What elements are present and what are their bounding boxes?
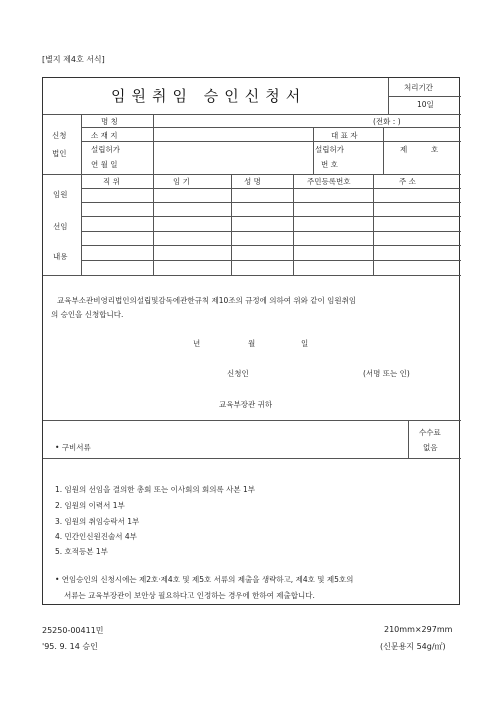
corporation-label: 법인 [52, 149, 67, 158]
column-name: 성 명 [244, 177, 261, 186]
representative-label: 대 표 자 [331, 131, 358, 140]
name-label: 명 칭 [101, 117, 118, 126]
statement-line-2: 의 승인을 신청합니다. [51, 310, 124, 319]
form-title: 임원취임 승인신청서 [111, 87, 307, 105]
document-item: 2. 임원의 이력서 1부 [55, 501, 125, 510]
applicant-label: 신청 [52, 131, 67, 140]
form-number: 25250-00411민 [42, 626, 104, 635]
permit-number-label: 설립허가 [315, 145, 344, 154]
details-label: 내용 [53, 252, 68, 261]
note-line-1: • 연임승인의 신청시에는 제2호·제4호 및 제5호 서류의 제출을 생략하고, 제4호 및 제5호의 [55, 575, 354, 584]
document-item: 4. 민간인신원진술서 4부 [55, 532, 137, 541]
form-code: [별지 제4호 서식] [42, 55, 105, 64]
document-item: 3. 임원의 취임승락서 1부 [55, 517, 140, 526]
address-label: 소 재 지 [91, 131, 118, 140]
addressee: 교육부장관 귀하 [219, 400, 273, 409]
permit-number-suffix: 호 [431, 145, 439, 154]
signature-note: (서명 또는 인) [363, 369, 410, 378]
statement-line-1: 교육부소관비영리법인의설립및감독에관한규칙 제10조의 규정에 의하여 위와 같이 임원취임 [57, 296, 357, 305]
fee-value: 없음 [423, 443, 438, 452]
column-resident-number: 주민등록번호 [307, 177, 351, 186]
date-month: 월 [248, 339, 256, 348]
required-documents-label: • 구비서류 [55, 443, 91, 452]
permit-number-label-2: 번 호 [321, 160, 338, 169]
column-address: 주 소 [399, 177, 416, 186]
date-year: 년 [193, 339, 201, 348]
permit-date-label: 설립허가 [91, 145, 120, 154]
date-day: 일 [301, 339, 309, 348]
appointment-label: 선임 [53, 222, 68, 231]
processing-period-value: 10일 [417, 100, 434, 109]
note-line-2: 서류는 교육부장관이 보안상 필요하다고 인정하는 경우에 한하여 제출합니다. [64, 591, 315, 600]
permit-date-label-2: 연 월 일 [91, 160, 118, 169]
paper-spec: (신문용지 54g/㎡) [380, 642, 446, 651]
officers-label: 임원 [53, 190, 68, 199]
applicant-signature-label: 신청인 [227, 369, 249, 378]
processing-period-label: 처리기간 [404, 83, 433, 92]
approval-date: '95. 9. 14 승인 [42, 642, 98, 651]
application-form [42, 77, 460, 605]
column-position: 직 위 [103, 177, 120, 186]
phone-label: (전화 : ) [373, 117, 401, 126]
permit-number-prefix: 제 [400, 145, 408, 154]
document-item: 5. 호적등본 1부 [55, 547, 108, 556]
fee-label: 수수료 [419, 428, 441, 437]
column-term: 임 기 [173, 177, 190, 186]
paper-size: 210mm×297mm [384, 625, 453, 634]
document-item: 1. 임원의 선임을 결의한 총회 또는 이사회의 회의록 사본 1부 [55, 485, 256, 494]
